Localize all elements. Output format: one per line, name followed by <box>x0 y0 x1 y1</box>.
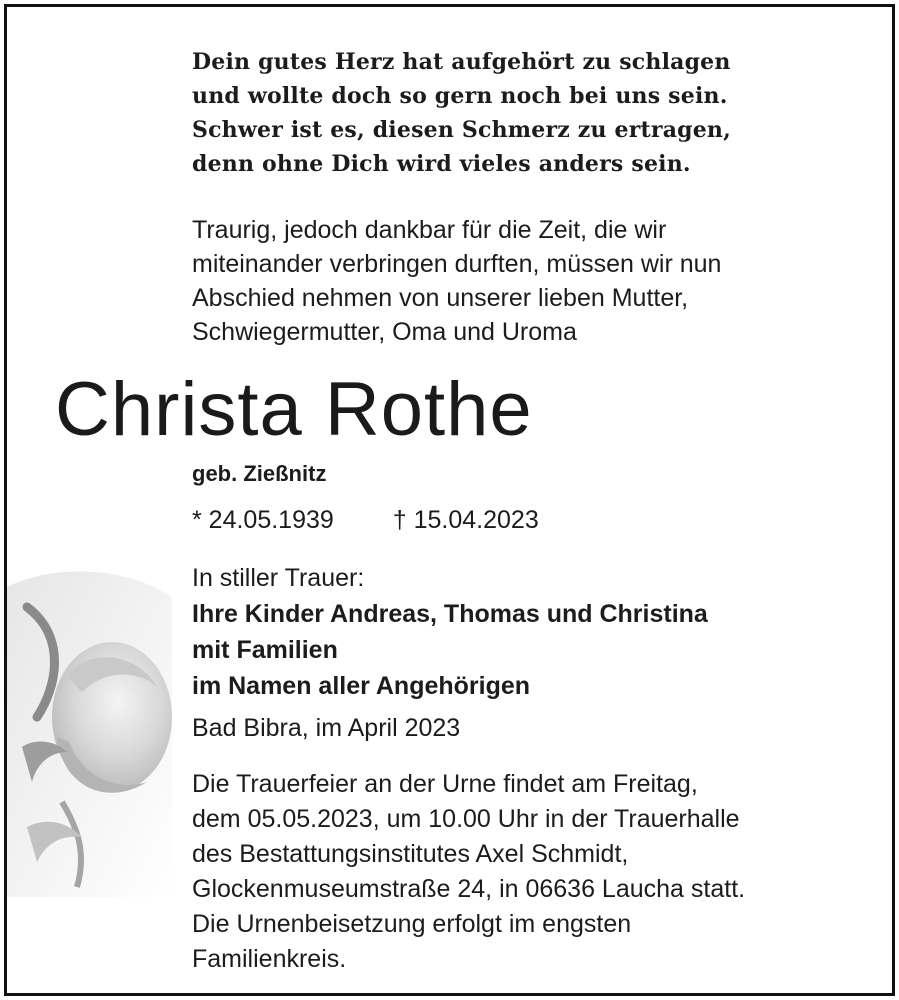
poem <box>192 45 731 181</box>
service-line: Familienkreis. <box>192 945 347 973</box>
poem-line: und wollte doch so gern noch bei uns sein. <box>192 83 728 109</box>
intro-line: miteinander verbringen durften, müssen wir nun <box>192 250 722 278</box>
poem-line: denn ohne Dich wird vieles anders sein. <box>192 151 691 177</box>
poem-line: Schwer ist es, diesen Schmerz zu ertragen, <box>192 117 731 143</box>
death-date: † 15.04.2023 <box>392 506 539 534</box>
intro-line: Traurig, jedoch dankbar für die Zeit, die wir <box>192 216 667 244</box>
service-line: dem 05.05.2023, um 10.00 Uhr in der Trauerhalle <box>192 805 740 833</box>
deceased-name: Christa Rothe <box>55 367 533 452</box>
mourners-heading: In stiller Trauer: <box>192 564 365 592</box>
mourners-line: Ihre Kinder Andreas, Thomas und Christina <box>192 600 708 628</box>
service-line: Die Trauerfeier an der Urne findet am Freitag, <box>192 770 698 798</box>
service-line: des Bestattungsinstitutes Axel Schmidt, <box>192 840 629 868</box>
intro-line: Schwiegermutter, Oma und Uroma <box>192 318 577 346</box>
mourners-line: im Namen aller Angehörigen <box>192 672 531 700</box>
mourners <box>192 560 708 704</box>
mourners-line: mit Familien <box>192 636 338 664</box>
birth-date: * 24.05.1939 <box>192 506 334 534</box>
obituary-frame <box>4 4 895 996</box>
service-info <box>192 767 745 977</box>
intro-text <box>192 213 721 349</box>
life-dates <box>192 503 539 537</box>
poem-line: Dein gutes Herz hat aufgehört zu schlagen <box>192 49 731 75</box>
birth-name: geb. Zießnitz <box>192 461 327 486</box>
place-date: Bad Bibra, im April 2023 <box>192 714 461 742</box>
intro-line: Abschied nehmen von unserer lieben Mutter, <box>192 284 689 312</box>
service-line: Die Urnenbeisetzung erfolgt im engsten <box>192 910 632 938</box>
service-line: Glockenmuseumstraße 24, in 06636 Laucha statt. <box>192 875 746 903</box>
rose-image <box>7 567 177 897</box>
